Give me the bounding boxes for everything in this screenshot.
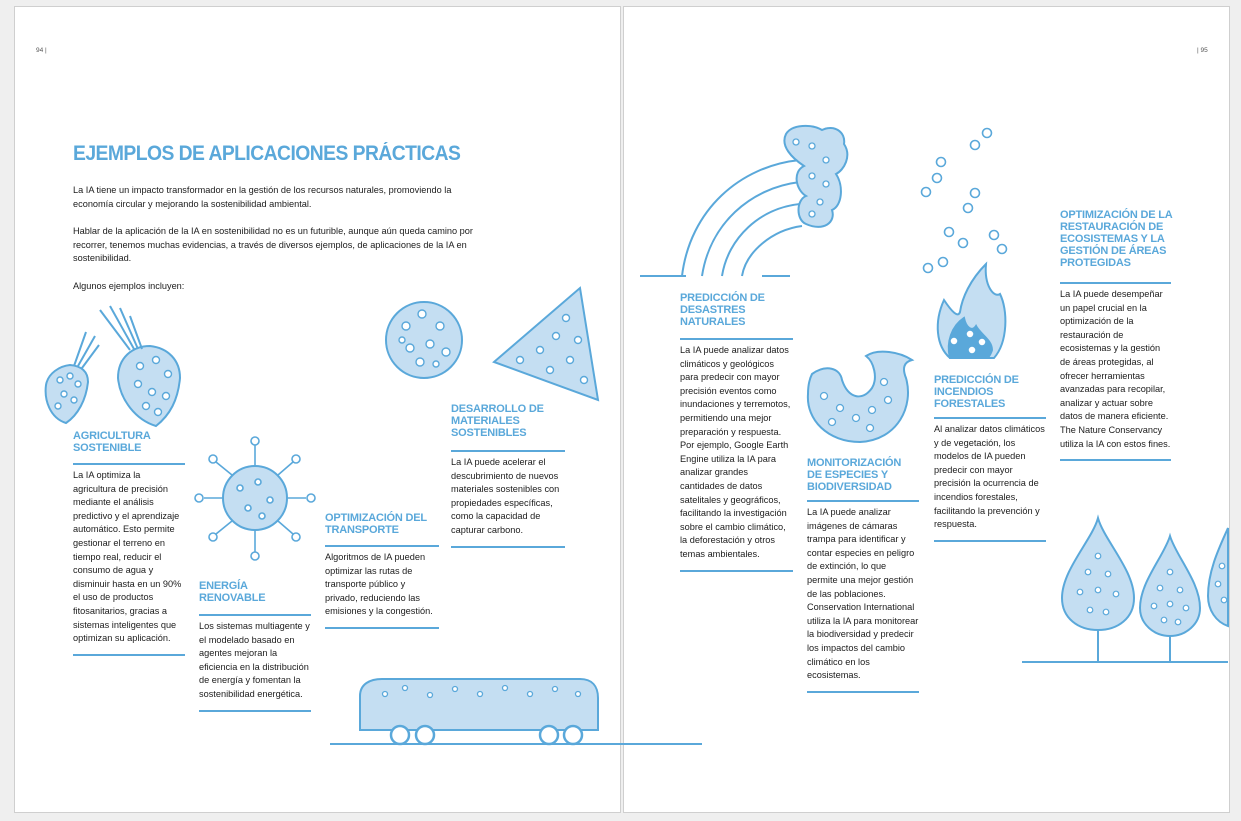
rainbow-cloud-icon (640, 126, 847, 276)
text-incendios: Al analizar datos climáticos y de vegetación, los modelos de IA pueden predecir con mayor precisión la ocurrencia de incendios forestales, facilitando la prevención y respuesta. (934, 417, 1046, 542)
heading-agricultura: AGRICULTURA SOSTENIBLE (73, 430, 151, 454)
bird-icon (808, 352, 912, 442)
text-energia: Los sistemas multiagente y el modelado basado en agentes mejoran la eficiencia en la distribución de energía y fomentan la sostenibilidad energética. (199, 614, 311, 712)
intro-paragraph-2: Hablar de la aplicación de la IA en sostenibilidad no es un futurible, aunque aún queda camino por recorrer, tenemos muchas evidencias, a través de diversos ejemplos, de aplicaciones de la IA en sostenibilidad. (73, 226, 473, 263)
heading-transporte: OPTIMIZACIÓN DEL TRANSPORTE (325, 512, 427, 536)
heading-ecosistemas: OPTIMIZACIÓN DE LA RESTAURACIÓN DE ECOSISTEMAS Y LA GESTIÓN DE ÁREAS PROTEGIDAS (1060, 209, 1173, 269)
text-ecosistemas: La IA puede desempeñar un papel crucial en la optimización de la restauración de ecosistemas y la gestión de áreas protegidas, al ofrecer herramientas avanzadas para recopilar, analizar y actuar sobre datos de manera eficiente. The Nature Conservancy utiliza la IA con estos fines. (1060, 282, 1171, 461)
text-especies: La IA puede analizar imágenes de cámaras trampa para identificar y contar especies en peligro de extinción, lo que permite una mejor gestión de las poblaciones. Conservation International utiliza la IA para monitorear la biodiversidad y predecir los impactos del cambio climático en los ecosistemas. (807, 500, 919, 693)
text-agricultura: La IA optimiza la agricultura de precisión mediante el análisis predictivo y el aprendizaje automático. Esto permite gestionar el terreno en tiempo real, reducir el consumo de agua y disminuir hasta en un 90% el uso de productos fitosanitarios, gracias a sistemas inteligentes que optimizan su aplicación. (73, 463, 185, 656)
intro-paragraph-3: Algunos ejemplos incluyen: (73, 281, 185, 291)
bus-icon (330, 679, 702, 744)
heading-desastres: PREDICCIÓN DE DESASTRES NATURALES (680, 292, 765, 328)
beet-icon (46, 306, 180, 426)
text-transporte: Algoritmos de IA pueden optimizar las rutas de transporte público y privado, reduciendo las emisiones y la congestión. (325, 545, 439, 629)
intro-paragraph-1: La IA tiene un impacto transformador en la gestión de los recursos naturales, promoviendo la economía circular y mejorando la sostenibilidad ambiental. (73, 185, 452, 209)
trees-icon (1022, 518, 1228, 662)
heading-materiales: DESARROLLO DE MATERIALES SOSTENIBLES (451, 403, 544, 439)
text-desastres: La IA puede analizar datos climáticos y geológicos para predecir con mayor precisión eventos como inundaciones y terremotos, permitiendo una mejor preparación y respuesta. Por ejemplo, Google Earth Engine utiliza la IA para analizar grandes cantidades de datos satelitales y geográficos, facilitando la investigación sobre el cambio climático, la deforestación y otros temas ambientales. (680, 338, 793, 572)
fire-icon (922, 129, 1007, 359)
page-title: EJEMPLOS DE APLICACIONES PRÁCTICAS (73, 142, 461, 165)
molecule-shapes-icon (386, 288, 598, 400)
right-page-number: | 95 (1197, 47, 1208, 54)
heading-energia: ENERGÍA RENOVABLE (199, 580, 266, 604)
heading-incendios: PREDICCIÓN DE INCENDIOS FORESTALES (934, 374, 1019, 410)
text-materiales: La IA puede acelerar el descubrimiento de nuevos materiales sostenibles con propiedades específicas, como la capacidad de capturar carbono. (451, 450, 565, 548)
left-page-number: 94 | (36, 47, 47, 54)
heading-especies: MONITORIZACIÓN DE ESPECIES Y BIODIVERSIDAD (807, 457, 902, 493)
sun-network-icon (195, 437, 315, 560)
